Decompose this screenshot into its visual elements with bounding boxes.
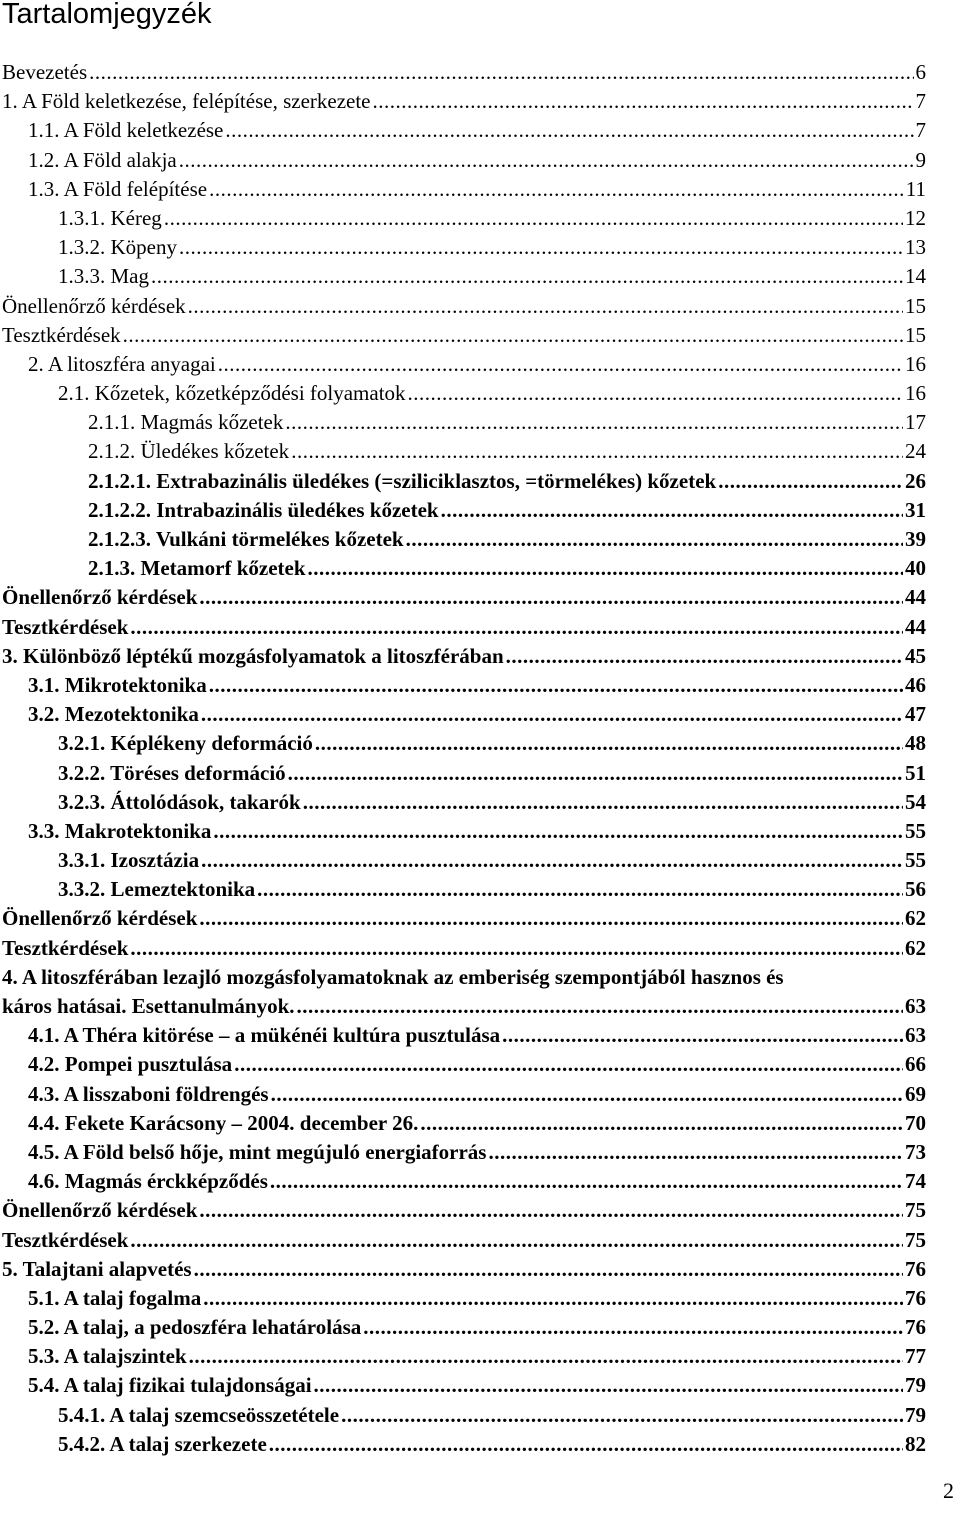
toc-entry-label: Önellenőrző kérdések <box>2 293 186 318</box>
toc-entry-page: 79 <box>905 1402 926 1427</box>
toc-entry-page: 55 <box>905 848 926 873</box>
toc-entry-page: 40 <box>905 556 926 581</box>
dot-leader <box>488 1138 903 1167</box>
toc-entry-page: 15 <box>905 322 926 347</box>
dot-leader <box>225 116 913 145</box>
toc-entry-label: 5.2. A talaj, a pedoszféra lehatárolása <box>28 1315 362 1340</box>
toc-entry-page: 75 <box>905 1227 926 1252</box>
toc-entry-label: 4.1. A Théra kitörése – a mükénéi kultúra pusztulása <box>28 1023 501 1048</box>
toc-entry-page: 82 <box>905 1431 926 1456</box>
toc-entry[interactable] <box>0 700 926 729</box>
toc-entry-page: 14 <box>905 264 926 289</box>
dot-leader <box>123 321 903 350</box>
toc-entry[interactable] <box>0 379 926 408</box>
toc-entry-page: 24 <box>905 439 926 464</box>
toc-entry[interactable] <box>0 1430 926 1459</box>
toc-entry[interactable] <box>0 963 926 1021</box>
toc-entry-page: 77 <box>905 1344 926 1369</box>
toc-entry-label: 3.3.1. Izosztázia <box>58 848 200 873</box>
dot-leader <box>269 1430 903 1459</box>
toc-entry-label: 3.2.2. Töréses deformáció <box>58 760 286 785</box>
dot-leader <box>363 1313 903 1342</box>
toc-entry[interactable] <box>0 1138 926 1167</box>
dot-leader <box>408 379 903 408</box>
toc-entry-page: 44 <box>905 614 926 639</box>
dot-leader <box>218 350 903 379</box>
toc-entry-label: 1.3.1. Kéreg <box>58 205 162 230</box>
toc-entry-page: 48 <box>905 731 926 756</box>
toc-entry-page: 16 <box>905 351 926 376</box>
toc-entry[interactable] <box>0 1021 926 1050</box>
toc-entry-label: Tesztkérdések <box>2 1227 129 1252</box>
toc-entry-label: Bevezetés <box>2 60 88 84</box>
dot-leader <box>199 583 903 612</box>
toc-entry-page: 76 <box>905 1285 926 1310</box>
toc-entry-page: 55 <box>905 818 926 843</box>
toc-entry-label: 4.4. Fekete Karácsony – 2004. december 26. <box>28 1110 419 1135</box>
toc-entry-label: 2.1.2. Üledékes kőzetek <box>88 439 290 464</box>
dot-leader <box>406 525 903 554</box>
toc-entry-label: 3.3. Makrotektonika <box>28 818 212 843</box>
toc-entry[interactable] <box>0 1226 926 1255</box>
toc-entry-page: 45 <box>905 643 926 668</box>
toc-entry-label: 3.3.2. Lemeztektonika <box>58 877 256 902</box>
toc-entry-page: 75 <box>905 1198 926 1223</box>
toc-entry[interactable] <box>0 292 926 321</box>
toc-entry-label: 2.1.2.3. Vulkáni törmelékes kőzetek <box>88 527 404 551</box>
toc-entry-page: 66 <box>905 1052 926 1077</box>
toc-entry[interactable] <box>0 1342 926 1371</box>
toc-entry-label: 4.3. A lisszaboni földrengés <box>28 1081 269 1106</box>
toc-entry[interactable] <box>0 175 926 204</box>
toc-entry-label: 1.3.2. Köpeny <box>58 235 177 260</box>
toc-entry-page: 70 <box>905 1110 926 1135</box>
dot-leader <box>179 233 903 262</box>
toc-entry-page: 17 <box>905 410 926 435</box>
dot-leader <box>288 759 903 788</box>
toc-entry-page: 7 <box>915 89 926 114</box>
toc-entry-label: 1.3. A Föld felépítése <box>28 176 208 201</box>
dot-leader <box>130 934 903 963</box>
toc-entry-label: 5.3. A talajszintek <box>28 1344 187 1369</box>
dot-leader <box>203 1284 903 1313</box>
toc-entry[interactable] <box>0 904 926 933</box>
toc-entry[interactable] <box>0 1401 926 1430</box>
toc-entry-label: 3. Különböző léptékű mozgásfolyamatok a litoszférában <box>2 643 504 668</box>
toc-entry-page: 69 <box>905 1081 926 1106</box>
dot-leader <box>151 262 903 291</box>
toc-entry-page: 6 <box>915 60 926 84</box>
page-number: 2 <box>943 1478 954 1503</box>
toc-entry-label: 2.1.3. Metamorf kőzetek <box>88 556 306 581</box>
toc-entry-label: 2. A litoszféra anyagai <box>28 351 216 376</box>
toc-entry-label: 2.1.1. Magmás kőzetek <box>88 410 284 435</box>
dot-leader <box>270 1167 903 1196</box>
toc-entry[interactable] <box>0 788 926 817</box>
dot-leader <box>297 992 903 1021</box>
toc-entry-page: 13 <box>905 235 926 260</box>
toc-entry-label: 4.6. Magmás érckképződés <box>28 1169 268 1194</box>
toc-entry[interactable] <box>0 1167 926 1196</box>
toc-entry-page: 74 <box>905 1169 926 1194</box>
toc-entry[interactable] <box>0 116 926 145</box>
toc-entry-label: 2.1.2.2. Intrabazinális üledékes kőzetek <box>88 497 439 522</box>
dot-leader <box>89 58 913 87</box>
dot-leader <box>164 204 903 233</box>
toc-entry[interactable] <box>0 1255 926 1284</box>
toc-entry-page: 63 <box>905 994 926 1019</box>
toc-entry-page: 62 <box>905 906 926 931</box>
toc-entry-label: 2.1. Kőzetek, kőzetképződési folyamatok <box>58 381 406 406</box>
toc-entry-page: 46 <box>905 672 926 697</box>
toc-entry-label: 3.2. Mezotektonika <box>28 702 199 727</box>
toc-entry[interactable] <box>0 554 926 583</box>
toc-entry[interactable] <box>0 583 926 612</box>
toc-entry[interactable] <box>0 613 926 642</box>
toc-entry-page: 54 <box>905 789 926 814</box>
dot-leader <box>303 788 903 817</box>
toc-entry-label: 1.2. A Föld alakja <box>28 147 177 172</box>
toc-entry[interactable] <box>0 817 926 846</box>
toc-entry[interactable] <box>0 437 926 466</box>
dot-leader <box>291 437 903 466</box>
table-of-contents <box>0 58 926 1459</box>
toc-entry-page: 76 <box>905 1256 926 1281</box>
toc-entry-page: 39 <box>905 527 926 551</box>
toc-entry-page: 9 <box>915 147 926 172</box>
dot-leader <box>130 613 903 642</box>
toc-entry-page: 56 <box>905 877 926 902</box>
toc-entry-label: Önellenőrző kérdések <box>2 906 198 931</box>
toc-entry-label: 1.3.3. Mag <box>58 264 149 289</box>
toc-entry-page: 63 <box>905 1023 926 1048</box>
toc-entry-page: 7 <box>915 118 926 143</box>
toc-entry-label: 2.1.2.1. Extrabazinális üledékes (=sziliciklasztos, =törmelékes) kőzetek <box>88 468 717 493</box>
toc-entry[interactable] <box>0 759 926 788</box>
dot-leader <box>315 729 903 758</box>
dot-leader <box>257 875 903 904</box>
toc-entry[interactable] <box>0 467 926 496</box>
toc-entry-page: 76 <box>905 1315 926 1340</box>
toc-entry-page: 26 <box>905 468 926 493</box>
toc-entry-page: 51 <box>905 760 926 785</box>
toc-entry[interactable] <box>0 1313 926 1342</box>
toc-entry[interactable] <box>0 875 926 904</box>
page-title: Tartalomjegyzék <box>2 0 212 30</box>
dot-leader <box>188 292 903 321</box>
toc-entry[interactable] <box>0 846 926 875</box>
toc-entry-page: 16 <box>905 381 926 406</box>
toc-entry[interactable] <box>0 934 926 963</box>
toc-entry-page: 79 <box>905 1373 926 1398</box>
toc-entry-label: 5.4. A talaj fizikai tulajdonságai <box>28 1373 312 1398</box>
toc-entry-label: Önellenőrző kérdések <box>2 585 198 610</box>
toc-entry-label: 5.1. A talaj fogalma <box>28 1285 202 1310</box>
toc-entry-label: 3.2.3. Áttolódások, takarók <box>58 789 301 814</box>
dot-leader <box>234 1050 903 1079</box>
toc-entry[interactable] <box>0 58 926 87</box>
toc-entry-page: 31 <box>905 497 926 522</box>
toc-entry-label: 5.4.1. A talaj szemcseösszetétele <box>58 1402 340 1427</box>
toc-entry[interactable] <box>0 350 926 379</box>
toc-entry[interactable] <box>0 729 926 758</box>
toc-entry-label: 4.5. A Föld belső hője, mint megújuló energiaforrás <box>28 1139 487 1164</box>
dot-leader <box>420 1109 903 1138</box>
toc-entry[interactable] <box>0 671 926 700</box>
toc-entry[interactable] <box>0 262 926 291</box>
dot-leader <box>271 1080 903 1109</box>
dot-leader <box>201 846 903 875</box>
toc-entry-page: 12 <box>905 205 926 230</box>
toc-entry[interactable] <box>0 146 926 175</box>
dot-leader <box>201 700 903 729</box>
toc-entry-label: 1. A Föld keletkezése, felépítése, szerkezete <box>2 89 371 114</box>
dot-leader <box>209 671 903 700</box>
dot-leader <box>341 1401 903 1430</box>
toc-entry-label: 3.2.1. Képlékeny deformáció <box>58 731 313 756</box>
toc-entry[interactable] <box>0 1050 926 1079</box>
dot-leader <box>314 1371 903 1400</box>
toc-entry[interactable] <box>0 525 926 554</box>
toc-entry-page: 11 <box>905 176 926 201</box>
toc-entry[interactable] <box>0 1284 926 1313</box>
dot-leader <box>130 1226 903 1255</box>
toc-entry[interactable] <box>0 496 926 525</box>
toc-entry-label: Tesztkérdések <box>2 614 129 639</box>
toc-entry-label: 5. Talajtani alapvetés <box>2 1256 192 1281</box>
dot-leader <box>506 642 903 671</box>
toc-entry[interactable] <box>0 233 926 262</box>
toc-entry-label: 5.4.2. A talaj szerkezete <box>58 1431 267 1456</box>
toc-entry-label: Tesztkérdések <box>2 322 121 347</box>
dot-leader <box>285 408 903 437</box>
dot-leader <box>308 554 903 583</box>
toc-entry[interactable] <box>0 87 926 116</box>
toc-entry[interactable] <box>0 1196 926 1225</box>
toc-entry[interactable] <box>0 1371 926 1400</box>
toc-entry-label: 3.1. Mikrotektonika <box>28 672 207 697</box>
toc-entry[interactable] <box>0 642 926 671</box>
dot-leader <box>209 175 904 204</box>
toc-entry-page: 62 <box>905 935 926 960</box>
dot-leader <box>441 496 903 525</box>
dot-leader <box>373 87 914 116</box>
dot-leader <box>194 1255 903 1284</box>
toc-entry-label: káros hatásai. Esettanulmányok. <box>2 994 295 1019</box>
toc-entry[interactable] <box>0 1109 926 1138</box>
toc-entry-label: 4.2. Pompei pusztulása <box>28 1052 233 1077</box>
toc-entry-label-line1: 4. A litoszférában lezajló mozgásfolyamatoknak az emberiség szempontjából hasznos és <box>2 964 784 989</box>
toc-entry-page: 44 <box>905 585 926 610</box>
dot-leader <box>199 904 903 933</box>
toc-entry-label: 1.1. A Föld keletkezése <box>28 118 224 143</box>
toc-entry-page: 47 <box>905 702 926 727</box>
toc-entry-page: 73 <box>905 1139 926 1164</box>
toc-entry-label: Önellenőrző kérdések <box>2 1198 198 1223</box>
toc-entry-label: Tesztkérdések <box>2 935 129 960</box>
dot-leader <box>199 1196 903 1225</box>
toc-entry[interactable] <box>0 321 926 350</box>
dot-leader <box>718 467 903 496</box>
dot-leader <box>213 817 903 846</box>
toc-entry[interactable] <box>0 408 926 437</box>
toc-entry-page: 15 <box>905 293 926 318</box>
toc-entry[interactable] <box>0 204 926 233</box>
dot-leader <box>179 146 914 175</box>
dot-leader <box>189 1342 903 1371</box>
dot-leader <box>502 1021 903 1050</box>
toc-entry[interactable] <box>0 1080 926 1109</box>
